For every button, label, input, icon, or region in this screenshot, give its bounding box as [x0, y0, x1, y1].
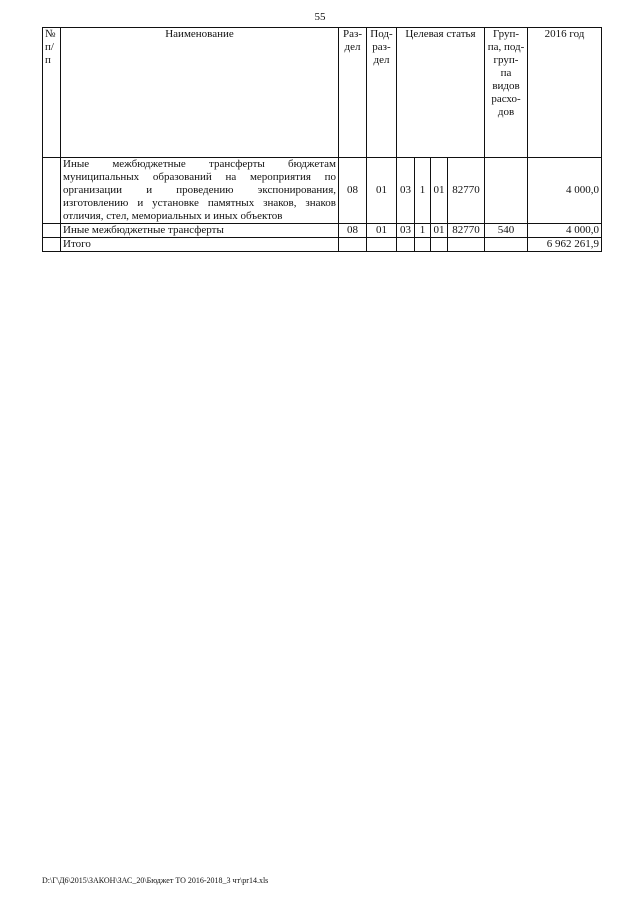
header-section: Раз- дел: [339, 28, 367, 158]
row-target-1: 03: [397, 158, 415, 224]
budget-table: [42, 27, 602, 252]
header-target: Целевая статья: [397, 28, 485, 158]
row-target-3: [431, 238, 448, 252]
row-num: [43, 158, 61, 224]
header-year: 2016 год: [528, 28, 602, 158]
row-target-2: [415, 238, 431, 252]
row-group: 540: [485, 224, 528, 238]
table-row: [43, 158, 602, 224]
table-row-total: [43, 238, 602, 252]
row-section: 08: [339, 158, 367, 224]
row-target-4: 82770: [448, 224, 485, 238]
row-target-2: 1: [415, 158, 431, 224]
row-target-4: 82770: [448, 158, 485, 224]
row-target-4: [448, 238, 485, 252]
row-group: [485, 158, 528, 224]
header-subsection: Под- раз- дел: [367, 28, 397, 158]
row-target-1: [397, 238, 415, 252]
row-name: Итого: [61, 238, 339, 252]
row-name: Иные межбюджетные трансферты бюджетам муниципальных образований на мероприятия по организации и проведению экспонирования, изготовлению и установке памятных знаков, знаков отличия, стел, мемориальных и иных объектов: [61, 158, 339, 224]
row-subsection: [367, 238, 397, 252]
row-subsection: 01: [367, 158, 397, 224]
row-target-2: 1: [415, 224, 431, 238]
row-section: 08: [339, 224, 367, 238]
table-row: [43, 224, 602, 238]
row-group: [485, 238, 528, 252]
footer-file-path: D:\Г\Д6\2015\ЗАКОН\ЗАС_20\Бюджет ТО 2016-2018_3 чт\pr14.xls: [42, 876, 269, 885]
row-target-3: 01: [431, 224, 448, 238]
row-amount: 4 000,0: [528, 224, 602, 238]
row-name: Иные межбюджетные трансферты: [61, 224, 339, 238]
header-name: Наименование: [61, 28, 339, 158]
row-section: [339, 238, 367, 252]
page-number: 55: [314, 11, 326, 23]
row-amount: 4 000,0: [528, 158, 602, 224]
row-target-3: 01: [431, 158, 448, 224]
header-row: [43, 28, 602, 158]
row-num: [43, 238, 61, 252]
row-amount: 6 962 261,9: [528, 238, 602, 252]
header-group: Груп- па, под- груп- па видов расхо- дов: [485, 28, 528, 158]
row-num: [43, 224, 61, 238]
row-target-1: 03: [397, 224, 415, 238]
row-subsection: 01: [367, 224, 397, 238]
header-num: № п/ п: [43, 28, 61, 158]
